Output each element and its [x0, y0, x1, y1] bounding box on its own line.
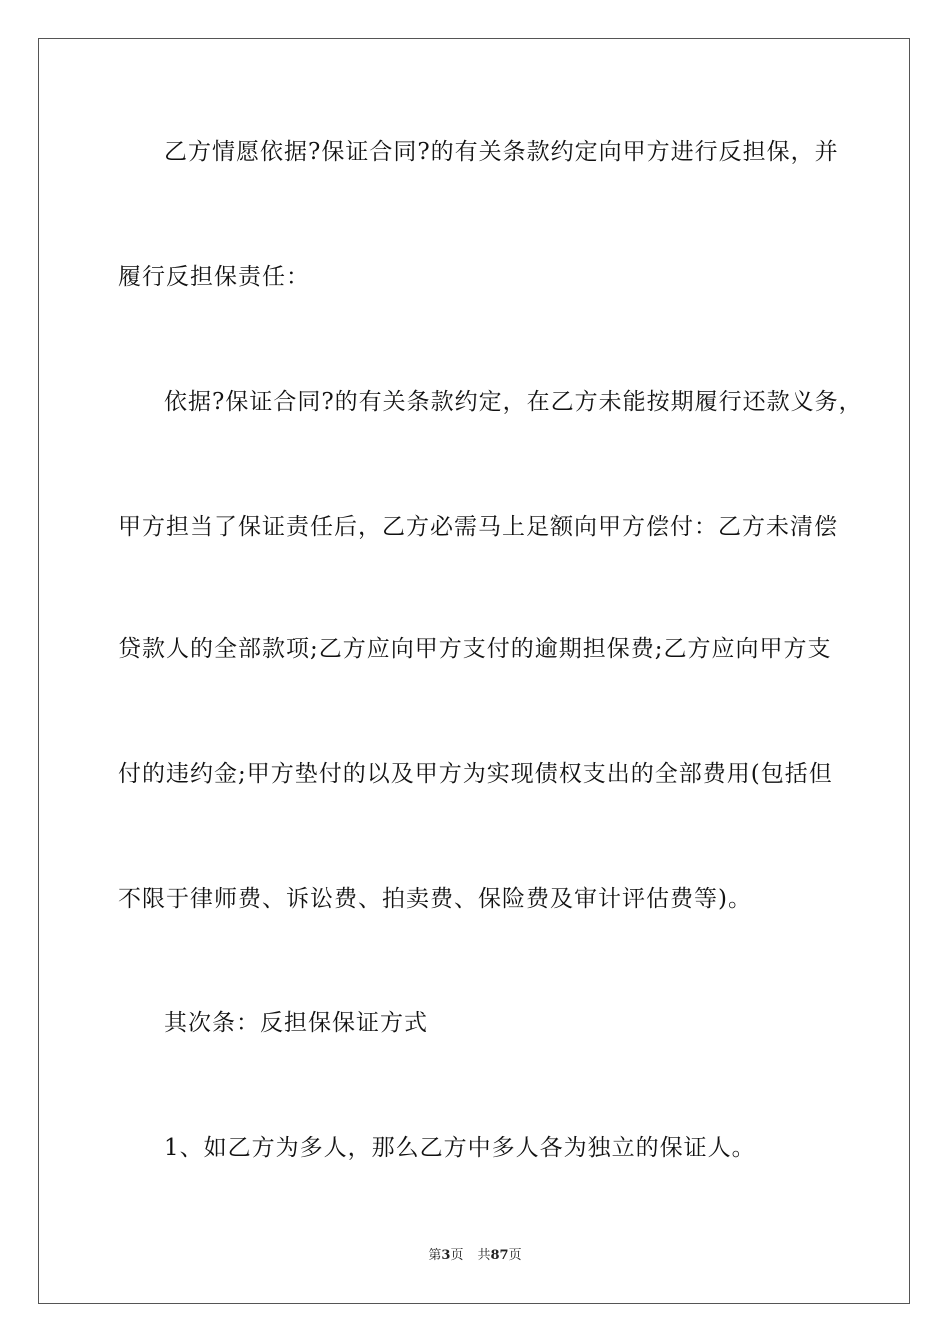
total-suffix: 页: [508, 1248, 522, 1263]
paragraph-line-6: 付的违约金;甲方垫付的以及甲方为实现债权支出的全部费用(包括但: [118, 761, 833, 787]
total-prefix: 共: [477, 1248, 491, 1263]
paragraph-line-7: 不限于律师费、诉讼费、拍卖费、保险费及审计评估费等)。: [118, 886, 752, 912]
page-number: 3: [441, 1248, 451, 1263]
paragraph-line-1: 乙方情愿依据?保证合同?的有关条款约定向甲方进行反担保，并: [164, 139, 839, 165]
page-footer: [0, 1248, 950, 1264]
paragraph-line-5: 贷款人的全部款项;乙方应向甲方支付的逾期担保费;乙方应向甲方支: [118, 636, 832, 662]
list-item-1: 1、如乙方为多人，那么乙方中多人各为独立的保证人。: [164, 1135, 756, 1161]
paragraph-line-3: 依据?保证合同?的有关条款约定，在乙方未能按期履行还款义务，: [164, 389, 863, 415]
page-suffix: 页: [450, 1248, 464, 1263]
paragraph-line-4: 甲方担当了保证责任后，乙方必需马上足额向甲方偿付：乙方未清偿: [118, 514, 838, 540]
total-pages: 87: [490, 1248, 509, 1263]
page-frame: [38, 38, 910, 1304]
section-heading: 其次条：反担保保证方式: [164, 1010, 428, 1036]
paragraph-line-2: 履行反担保责任：: [118, 264, 310, 290]
page-prefix: 第: [428, 1248, 442, 1263]
